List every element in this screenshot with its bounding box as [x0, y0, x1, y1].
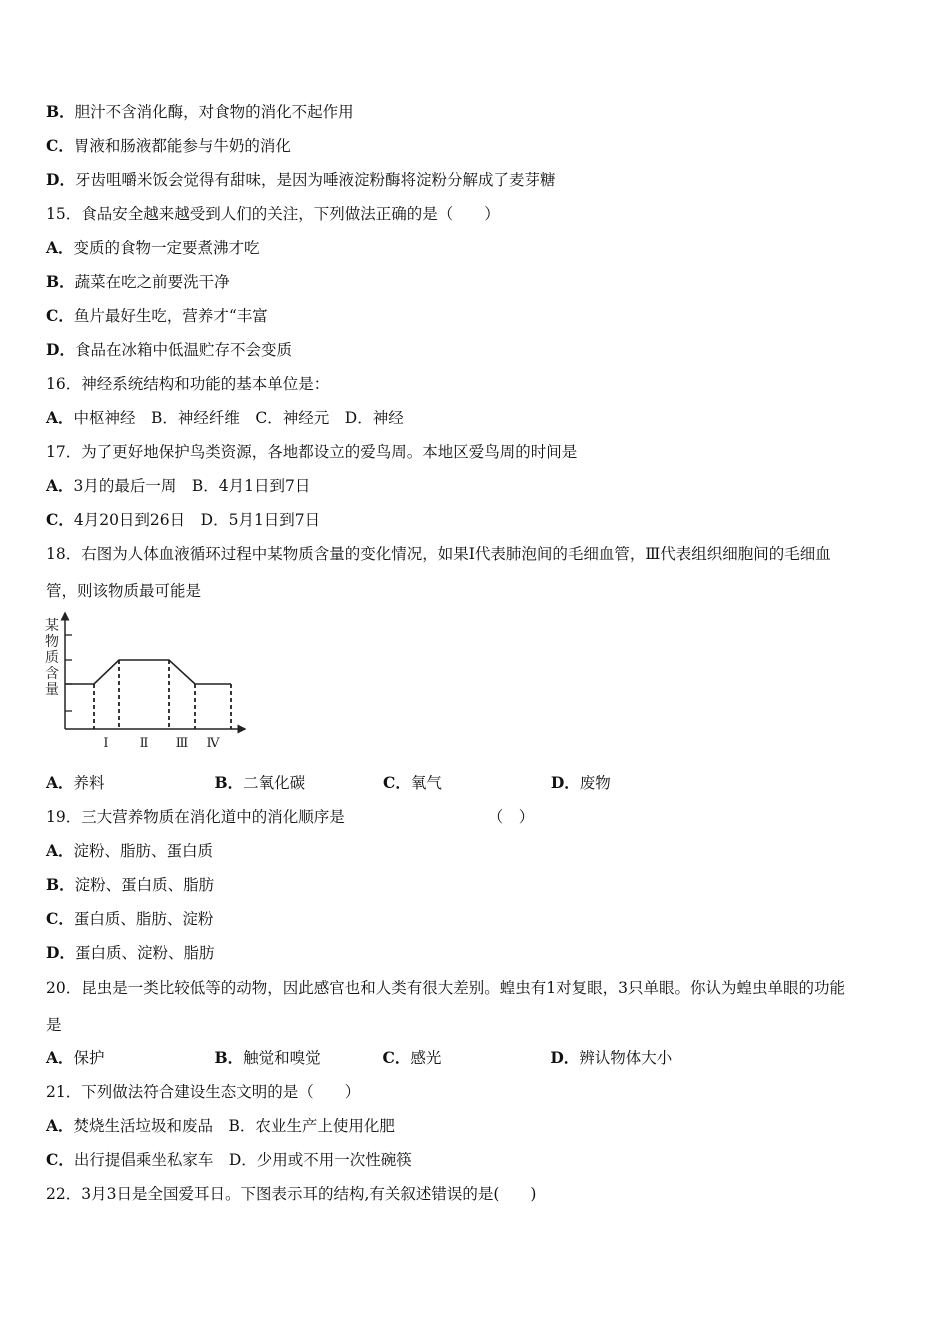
q18-stem-line2: 管，则该物质最可能是	[46, 582, 202, 600]
q19-option-d: D．蛋白质、淀粉、脂肪	[46, 943, 215, 962]
y-label-char: 含	[45, 666, 59, 682]
q19-stem: 19．三大营养物质在消化道中的消化顺序是 （ ）	[46, 808, 535, 826]
q14-option-d: D．牙齿咀嚼米饭会觉得有甜味，是因为唾液淀粉酶将淀粉分解成了麦芽糖	[46, 170, 556, 189]
y-ticks	[65, 635, 72, 711]
q15-option-a: A．变质的食物一定要煮沸才吃	[46, 238, 260, 257]
q17-stem: 17．为了更好地保护鸟类资源，各地都设立的爱鸟周。本地区爱鸟周的时间是	[46, 443, 578, 461]
q15-option-b: B．蔬菜在吃之前要洗干净	[46, 272, 230, 291]
y-axis-label	[45, 617, 59, 698]
q21-options-cd: C．出行提倡乘坐私家车 D．少用或不用一次性碗筷	[46, 1150, 412, 1169]
q14-option-c: C．胃液和肠液都能参与牛奶的消化	[46, 136, 291, 155]
q17-options-cd: C．4月20日到26日 D．5月1日到7日	[46, 510, 321, 529]
q16-stem: 16．神经系统结构和功能的基本单位是：	[46, 375, 330, 393]
q18-chart	[40, 607, 255, 755]
q18-stem-line1: 18．右图为人体血液循环过程中某物质含量的变化情况，如果Ⅰ代表肺泡间的毛细血管，Ⅲ代表组织细胞间的毛细血	[46, 545, 831, 563]
y-label-char: 某	[45, 618, 59, 634]
q18-options	[46, 773, 611, 793]
q15-option-d: D．食品在冰箱中低温贮存不会变质	[46, 340, 292, 359]
category-dividers	[94, 660, 231, 729]
q21-options-ab: A．焚烧生活垃圾和废品 B．农业生产上使用化肥	[46, 1116, 395, 1135]
q20-option-b: B．触觉和嗅觉	[214, 1048, 321, 1067]
series-line	[65, 660, 231, 684]
y-label-char: 量	[45, 682, 59, 698]
x-tick-label-1: Ⅰ	[103, 736, 109, 751]
q18-option-d: D．废物	[550, 773, 611, 792]
q20-option-c: C．感光	[382, 1048, 442, 1067]
q19-option-b: B．淀粉、蛋白质、脂肪	[46, 875, 215, 894]
q20-stem-line2: 是	[46, 1016, 62, 1034]
q18-option-a: A．养料	[46, 773, 105, 792]
q15-option-c: C．鱼片最好生吃，营养才“丰富	[46, 306, 268, 325]
y-label-char: 质	[45, 650, 59, 666]
x-tick-label-2: Ⅱ	[139, 736, 149, 751]
q20-stem-line1: 20．昆虫是一类比较低等的动物，因此感官也和人类有很大差别。蝗虫有1对复眼，3只单眼。你认为蝗虫单眼的功能	[46, 979, 845, 997]
q20-options	[46, 1048, 672, 1068]
q19-option-c: C．蛋白质、脂肪、淀粉	[46, 909, 214, 928]
q20-option-d: D．辨认物体大小	[550, 1048, 673, 1067]
y-label-char: 物	[45, 634, 59, 650]
x-tick-labels	[103, 736, 220, 751]
q18-option-c: C．氧气	[383, 773, 442, 792]
q18-chart-svg	[40, 607, 255, 755]
x-tick-label-3: Ⅲ	[175, 736, 189, 751]
x-tick-label-4: Ⅳ	[206, 736, 220, 751]
q16-options: A．中枢神经 B．神经纤维 C．神经元 D．神经	[46, 408, 404, 427]
q14-option-b: B．胆汁不含消化酶，对食物的消化不起作用	[46, 102, 354, 121]
q17-options-ab: A．3月的最后一周 B．4月1日到7日	[46, 476, 311, 495]
q20-option-a: A．保护	[46, 1048, 105, 1067]
q18-option-b: B．二氧化碳	[214, 773, 306, 792]
q19-option-a: A．淀粉、脂肪、蛋白质	[46, 841, 214, 860]
q21-stem: 21．下列做法符合建设生态文明的是（ ）	[46, 1083, 361, 1101]
q15-stem: 15．食品安全越来越受到人们的关注，下列做法正确的是（ ）	[46, 205, 500, 223]
q22-stem: 22．3月3日是全国爱耳日。下图表示耳的结构,有关叙述错误的是( )	[46, 1185, 537, 1203]
